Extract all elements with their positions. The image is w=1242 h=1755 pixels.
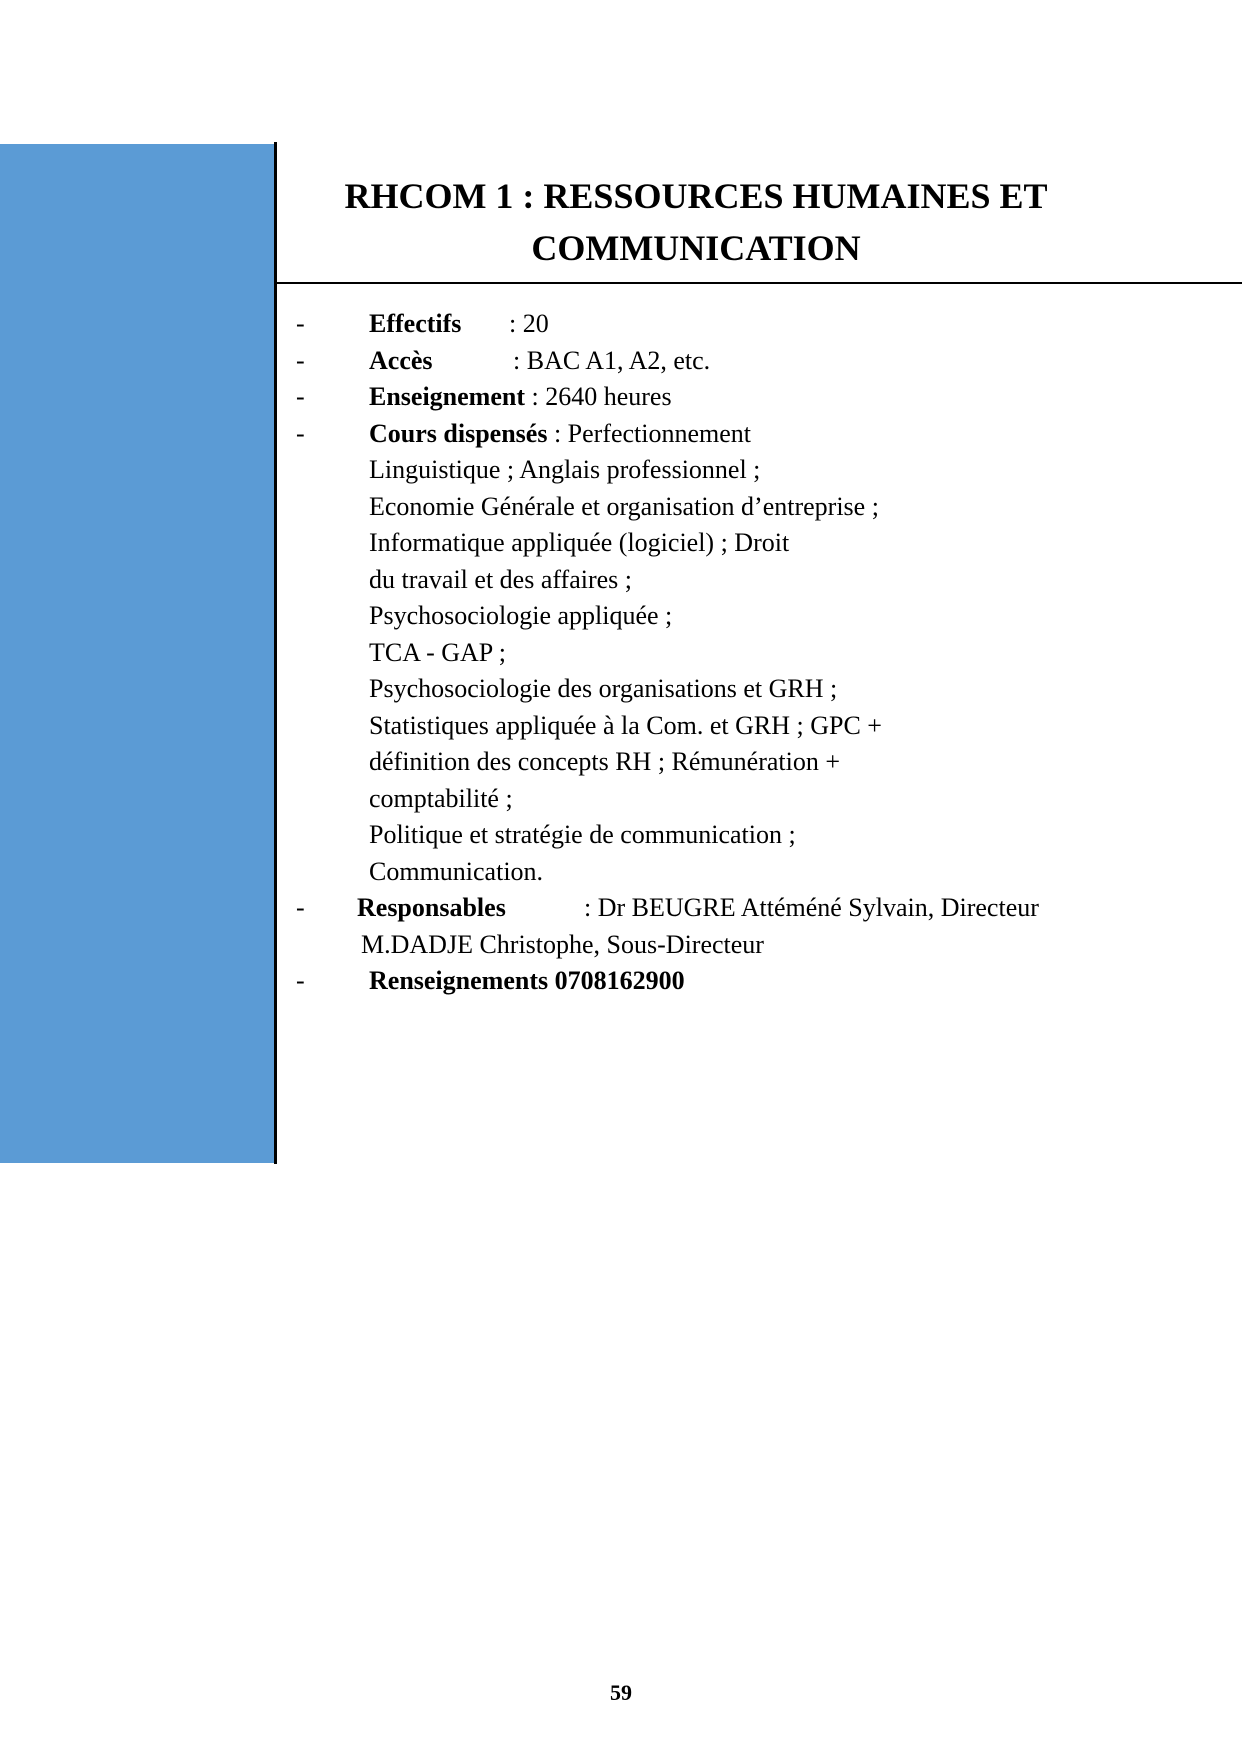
- cours-line: [296, 489, 1196, 526]
- cours-line: [296, 781, 1196, 818]
- cours-line: [296, 635, 1196, 672]
- renseignements-row: [296, 963, 1196, 1000]
- course-text: Politique et stratégie de communication ;: [369, 820, 796, 849]
- bullet-dash: -: [296, 309, 305, 338]
- course-text: Linguistique ; Anglais professionnel ;: [369, 455, 761, 484]
- cours-line: [296, 598, 1196, 635]
- responsables-value: : Dr BEUGRE Attéméné Sylvain, Directeur: [584, 893, 1039, 922]
- enseignement-value: : 2640 heures: [525, 382, 672, 411]
- acces-label: Accès: [369, 345, 433, 375]
- course-text: du travail et des affaires ;: [369, 564, 633, 594]
- bullet-dash: -: [296, 418, 305, 448]
- side-color-band: [0, 144, 274, 1163]
- cours-line: [296, 854, 1196, 891]
- effectifs-label: Effectifs: [369, 309, 462, 338]
- enseignement-row: [296, 379, 1196, 416]
- title-underline: [274, 282, 1242, 284]
- page-title: [296, 170, 1096, 274]
- cours-row: [296, 416, 1196, 453]
- course-text: définition des concepts RH ; Rémunération +: [369, 747, 841, 776]
- cours-line: [296, 708, 1196, 745]
- cours-value: : Perfectionnement: [547, 418, 752, 448]
- vertical-divider: [274, 142, 277, 1164]
- bullet-dash: -: [296, 966, 305, 995]
- cours-line: [296, 817, 1196, 854]
- program-details: [296, 306, 1196, 1000]
- course-text: comptabilité ;: [369, 783, 513, 813]
- responsables-row: [296, 890, 1196, 927]
- sous-directeur-text: M.DADJE Christophe, Sous-Directeur: [361, 929, 764, 959]
- cours-line: [296, 744, 1196, 781]
- renseignements-text: Renseignements 0708162900: [369, 966, 685, 995]
- course-text: Communication.: [369, 856, 544, 886]
- cours-line: [296, 452, 1196, 489]
- cours-label: Cours dispensés: [369, 418, 548, 448]
- bullet-dash: -: [296, 382, 305, 411]
- title-line-1: RHCOM 1 : RESSOURCES HUMAINES ET: [344, 176, 1048, 216]
- cours-line: [296, 671, 1196, 708]
- course-text: Economie Générale et organisation d’entreprise ;: [369, 491, 879, 521]
- course-text: Psychosociologie appliquée ;: [369, 601, 673, 630]
- bullet-dash: -: [296, 345, 305, 375]
- responsables-line-2: [296, 927, 1196, 964]
- cours-line: [296, 525, 1196, 562]
- enseignement-label: Enseignement: [369, 382, 525, 411]
- acces-value: : BAC A1, A2, etc.: [513, 345, 711, 375]
- bullet-dash: -: [296, 893, 305, 922]
- responsables-label: Responsables: [357, 893, 506, 922]
- course-text: Statistiques appliquée à la Com. et GRH ; GPC +: [369, 710, 882, 740]
- cours-line: [296, 562, 1196, 599]
- effectifs-row: [296, 306, 1196, 343]
- effectifs-value: : 20: [509, 309, 549, 338]
- course-text: Psychosociologie des organisations et GRH ;: [369, 674, 838, 703]
- page-number: 59: [610, 1680, 632, 1705]
- course-text: Informatique appliquée (logiciel) ; Droit: [369, 528, 790, 557]
- acces-row: [296, 343, 1196, 380]
- title-line-2: COMMUNICATION: [531, 228, 861, 268]
- course-text: TCA - GAP ;: [369, 637, 506, 667]
